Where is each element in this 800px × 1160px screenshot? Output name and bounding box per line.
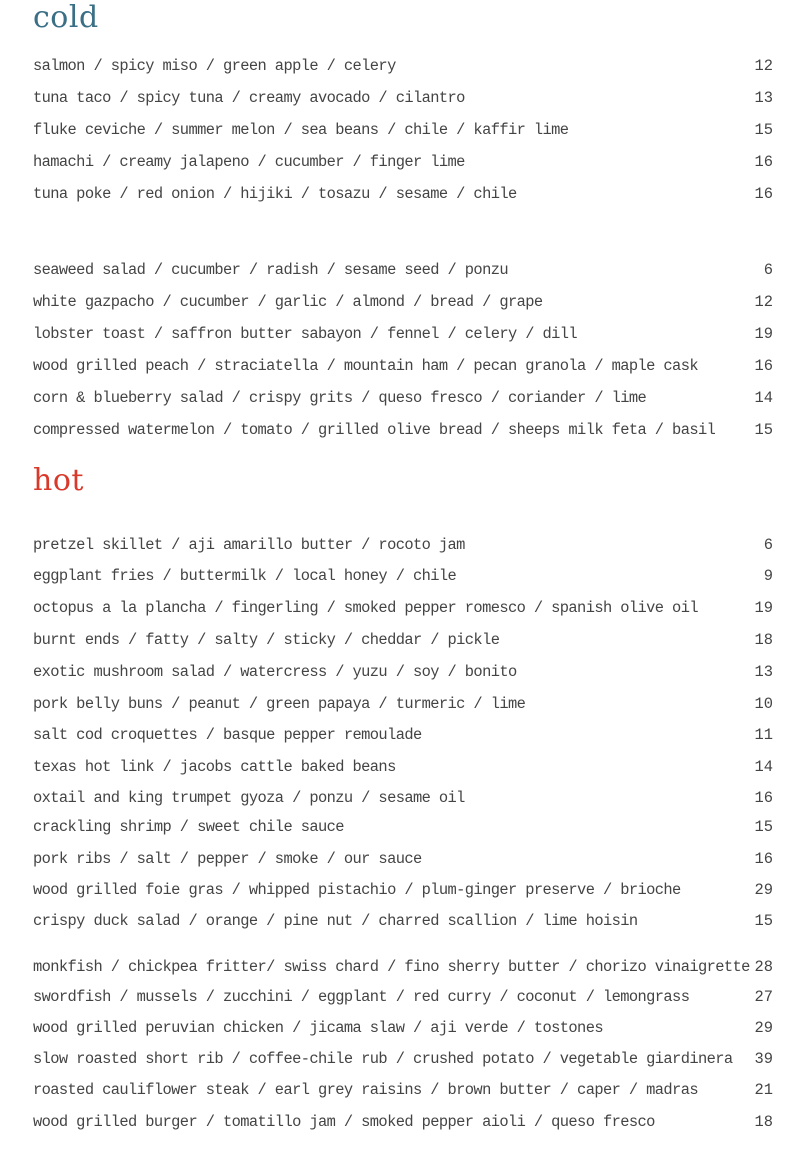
menu-item-name: pretzel skillet / aji amarillo butter / rocoto jam — [33, 536, 465, 554]
menu-item — [33, 723, 773, 747]
menu-item-name: lobster toast / saffron butter sabayon / fennel / celery / dill — [33, 325, 578, 343]
menu-item-price: 29 — [754, 1019, 773, 1037]
menu-item — [33, 1016, 773, 1040]
menu-item-name: seaweed salad / cucumber / radish / sesame seed / ponzu — [33, 261, 508, 279]
menu-item-price: 15 — [754, 818, 773, 836]
section-title-hot: hot — [33, 463, 84, 498]
menu-item-name: pork ribs / salt / pepper / smoke / our sauce — [33, 850, 422, 868]
menu-item-name: wood grilled peach / straciatella / mountain ham / pecan granola / maple cask — [33, 357, 698, 375]
menu-item-price: 19 — [754, 325, 773, 343]
menu-item-price: 12 — [754, 293, 773, 311]
menu-item-price: 18 — [754, 1113, 773, 1131]
menu-item — [33, 150, 773, 174]
menu-item — [33, 1110, 773, 1134]
menu-item — [33, 258, 773, 282]
menu-item — [33, 955, 773, 979]
menu-item-name: tuna taco / spicy tuna / creamy avocado / cilantro — [33, 89, 465, 107]
menu-item-price: 27 — [754, 988, 773, 1006]
menu-item-price: 14 — [754, 389, 773, 407]
menu-item-name: compressed watermelon / tomato / grilled olive bread / sheeps milk feta / basil — [33, 421, 716, 439]
menu-item-price: 11 — [754, 726, 773, 744]
menu-item-price: 15 — [754, 912, 773, 930]
menu-item — [33, 86, 773, 110]
menu-item — [33, 418, 773, 442]
menu-item — [33, 878, 773, 902]
menu-item-name: monkfish / chickpea fritter/ swiss chard / fino sherry butter / chorizo vinaigrette — [33, 958, 750, 976]
menu-item — [33, 533, 773, 557]
menu-item-price: 6 — [763, 261, 773, 279]
menu-item-name: octopus a la plancha / fingerling / smoked pepper romesco / spanish olive oil — [33, 599, 698, 617]
menu-item-price: 18 — [754, 631, 773, 649]
menu-item-price: 19 — [754, 599, 773, 617]
menu-item-name: white gazpacho / cucumber / garlic / almond / bread / grape — [33, 293, 543, 311]
menu-item-name: pork belly buns / peanut / green papaya / turmeric / lime — [33, 695, 526, 713]
menu-item — [33, 815, 773, 839]
menu-item-price: 16 — [754, 357, 773, 375]
menu-item-name: hamachi / creamy jalapeno / cucumber / finger lime — [33, 153, 465, 171]
menu-item — [33, 847, 773, 871]
menu-item-name: corn & blueberry salad / crispy grits / queso fresco / coriander / lime — [33, 389, 647, 407]
menu-item-name: crackling shrimp / sweet chile sauce — [33, 818, 344, 836]
menu-item — [33, 692, 773, 716]
menu-item-price: 12 — [754, 57, 773, 75]
menu-item-name: wood grilled burger / tomatillo jam / smoked pepper aioli / queso fresco — [33, 1113, 655, 1131]
menu-item-price: 15 — [754, 121, 773, 139]
menu-item-price: 6 — [763, 536, 773, 554]
menu-item — [33, 290, 773, 314]
menu-item-price: 16 — [754, 850, 773, 868]
menu-item — [33, 322, 773, 346]
menu-item-name: wood grilled peruvian chicken / jicama slaw / aji verde / tostones — [33, 1019, 603, 1037]
menu-item — [33, 628, 773, 652]
menu-item-price: 10 — [754, 695, 773, 713]
menu-item — [33, 54, 773, 78]
menu-item-name: crispy duck salad / orange / pine nut / charred scallion / lime hoisin — [33, 912, 638, 930]
menu-item — [33, 1078, 773, 1102]
menu-item-name: oxtail and king trumpet gyoza / ponzu / sesame oil — [33, 789, 465, 807]
menu-item-price: 29 — [754, 881, 773, 899]
menu-item-name: roasted cauliflower steak / earl grey raisins / brown butter / caper / madras — [33, 1081, 698, 1099]
menu-item-price: 28 — [754, 958, 773, 976]
menu-item-price: 16 — [754, 185, 773, 203]
menu-item-price: 9 — [763, 567, 773, 585]
menu-item-name: eggplant fries / buttermilk / local honey / chile — [33, 567, 457, 585]
menu-item-price: 39 — [754, 1050, 773, 1068]
menu-item — [33, 386, 773, 410]
menu-item-name: texas hot link / jacobs cattle baked beans — [33, 758, 396, 776]
menu-item-price: 21 — [754, 1081, 773, 1099]
menu-item — [33, 755, 773, 779]
menu-item-name: salmon / spicy miso / green apple / celery — [33, 57, 396, 75]
section-title-cold: cold — [33, 0, 99, 35]
menu-item — [33, 354, 773, 378]
menu-item-name: fluke ceviche / summer melon / sea beans / chile / kaffir lime — [33, 121, 569, 139]
menu-item-name: wood grilled foie gras / whipped pistachio / plum-ginger preserve / brioche — [33, 881, 681, 899]
menu-item-price: 13 — [754, 663, 773, 681]
menu-item-name: burnt ends / fatty / salty / sticky / cheddar / pickle — [33, 631, 500, 649]
menu-item — [33, 118, 773, 142]
menu-item-name: salt cod croquettes / basque pepper remoulade — [33, 726, 422, 744]
menu-item — [33, 182, 773, 206]
menu-item-name: tuna poke / red onion / hijiki / tosazu / sesame / chile — [33, 185, 517, 203]
menu-item-price: 15 — [754, 421, 773, 439]
menu-item — [33, 660, 773, 684]
menu-item — [33, 909, 773, 933]
menu-item-price: 16 — [754, 153, 773, 171]
menu-item — [33, 564, 773, 588]
menu-item-price: 16 — [754, 789, 773, 807]
menu-item-name: exotic mushroom salad / watercress / yuzu / soy / bonito — [33, 663, 517, 681]
menu-item-price: 13 — [754, 89, 773, 107]
menu-item — [33, 786, 773, 810]
menu-item — [33, 596, 773, 620]
menu-item-name: swordfish / mussels / zucchini / eggplant / red curry / coconut / lemongrass — [33, 988, 690, 1006]
menu-item — [33, 1047, 773, 1071]
menu-item-price: 14 — [754, 758, 773, 776]
menu-item-name: slow roasted short rib / coffee-chile rub / crushed potato / vegetable giardinera — [33, 1050, 733, 1068]
menu-item — [33, 985, 773, 1009]
